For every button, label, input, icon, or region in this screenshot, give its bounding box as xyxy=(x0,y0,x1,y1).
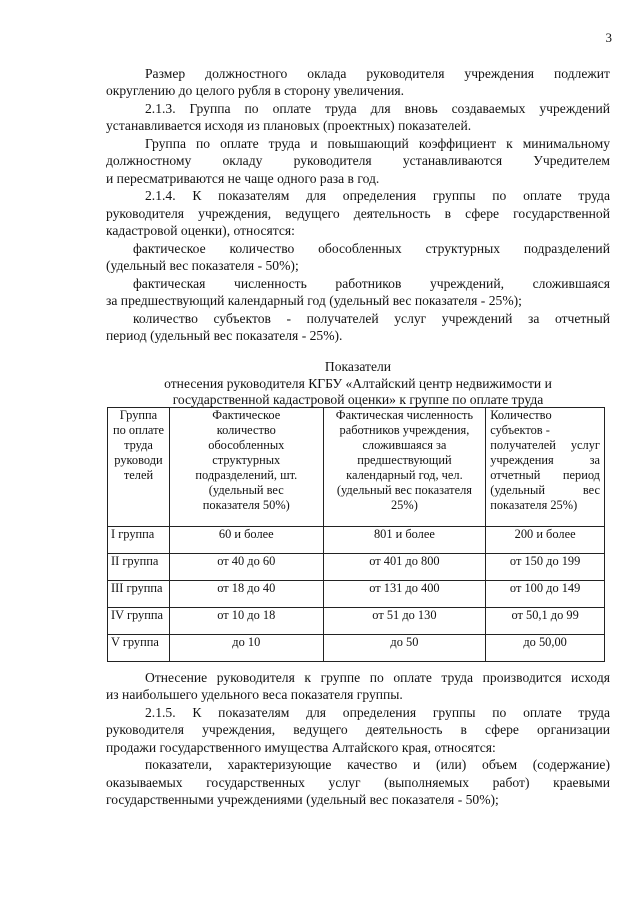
text-line: показатели, характеризующие качество и (или) объем (содержание) xyxy=(145,757,610,772)
text-line: устанавливается исходя из плановых (проектных) показателей. xyxy=(106,118,472,133)
text-line: за предшествующий календарный год (удельный вес показателя - 25%); xyxy=(106,293,522,308)
text-line: кадастровой оценки), относятся: xyxy=(106,223,295,238)
table-cell: от 18 до 40 xyxy=(169,581,323,608)
header-cell-recipients: Количество субъектов - получателей услуг учреждения за отчетный период (удельный вес показателя 25%) xyxy=(486,408,605,527)
table-row xyxy=(108,527,605,554)
text-line: количество субъектов - получателей услуг учреждений за отчетный xyxy=(133,311,610,326)
table-cell: до 50 xyxy=(323,635,486,662)
text-line: (удельный вес показателя - 50%); xyxy=(106,258,299,273)
table-cell: от 150 до 199 xyxy=(486,554,605,581)
text-line: 2.1.5. К показателям для определения группы по оплате труда xyxy=(145,705,610,720)
table-cell: 200 и более xyxy=(486,527,605,554)
text-line: фактическая численность работников учреждений, сложившаяся xyxy=(133,276,610,291)
header-cell-staff: Фактическая численность работников учреждения, сложившаяся за предшествующий календарный год, чел. (удельный вес показателя 25%) xyxy=(323,408,486,527)
table-cell: от 51 до 130 xyxy=(323,608,486,635)
text-line: Размер должностного оклада руководителя учреждения подлежит xyxy=(145,66,610,81)
table-cell: 60 и более xyxy=(169,527,323,554)
table-cell: 801 и более xyxy=(323,527,486,554)
table-cell: I группа xyxy=(108,527,170,554)
table-cell: от 100 до 149 xyxy=(486,581,605,608)
text-line: руководителя учреждения, ведущего деятельность в сфере организации xyxy=(106,722,610,737)
page-number: 3 xyxy=(605,30,612,45)
table-title: Показатели xyxy=(324,359,392,374)
text-line: Группа по оплате труда и повышающий коэффициент к минимальному xyxy=(145,136,610,151)
table-row xyxy=(108,581,605,608)
table-subtitle: отнесения руководителя КГБУ «Алтайский центр недвижимости и xyxy=(164,376,552,391)
table-cell: IV группа xyxy=(108,608,170,635)
header-cell-group: Группа по оплате труда руководи телей xyxy=(108,408,170,527)
table-header-row xyxy=(108,408,605,527)
text-line: государственными учреждениями (удельный вес показателя - 50%); xyxy=(106,792,499,807)
table-cell: от 50,1 до 99 xyxy=(486,608,605,635)
table-row xyxy=(108,554,605,581)
text-line: руководителя учреждения, ведущего деятельность в сфере государственной xyxy=(106,206,610,221)
text-line: из наибольшего удельного веса показателя группы. xyxy=(106,687,403,702)
table-cell: от 40 до 60 xyxy=(169,554,323,581)
table-cell: от 10 до 18 xyxy=(169,608,323,635)
table-cell: V группа xyxy=(108,635,170,662)
table-cell: от 401 до 800 xyxy=(323,554,486,581)
table-row xyxy=(108,608,605,635)
table-row xyxy=(108,635,605,662)
text-line: продажи государственного имущества Алтайского края, относятся: xyxy=(106,740,496,755)
group-criteria-table xyxy=(107,407,605,662)
table-cell: III группа xyxy=(108,581,170,608)
text-line: период (удельный вес показателя - 25%). xyxy=(106,328,343,343)
table-cell: от 131 до 400 xyxy=(323,581,486,608)
text-line: и пересматриваются не чаще одного раза в год. xyxy=(106,171,380,186)
table-cell: до 10 xyxy=(169,635,323,662)
table-subtitle: государственной кадастровой оценки» к группе по оплате труда xyxy=(172,392,544,407)
text-line: оказываемых государственных услуг (выполняемых работ) краевыми xyxy=(106,775,610,790)
text-line: фактическое количество обособленных структурных подразделений xyxy=(133,241,610,256)
text-line: Отнесение руководителя к группе по оплате труда производится исходя xyxy=(145,670,610,685)
header-cell-subdivisions: Фактическое количество обособленных структурных подразделений, шт. (удельный вес показателя 50%) xyxy=(169,408,323,527)
text-line: 2.1.4. К показателям для определения группы по оплате труда xyxy=(145,188,610,203)
table-cell: до 50,00 xyxy=(486,635,605,662)
text-line: округлению до целого рубля в сторону увеличения. xyxy=(106,83,405,98)
text-line: должностному окладу руководителя устанавливаются Учредителем xyxy=(106,153,610,168)
table-cell: II группа xyxy=(108,554,170,581)
text-line: 2.1.3. Группа по оплате труда для вновь создаваемых учреждений xyxy=(145,101,610,116)
